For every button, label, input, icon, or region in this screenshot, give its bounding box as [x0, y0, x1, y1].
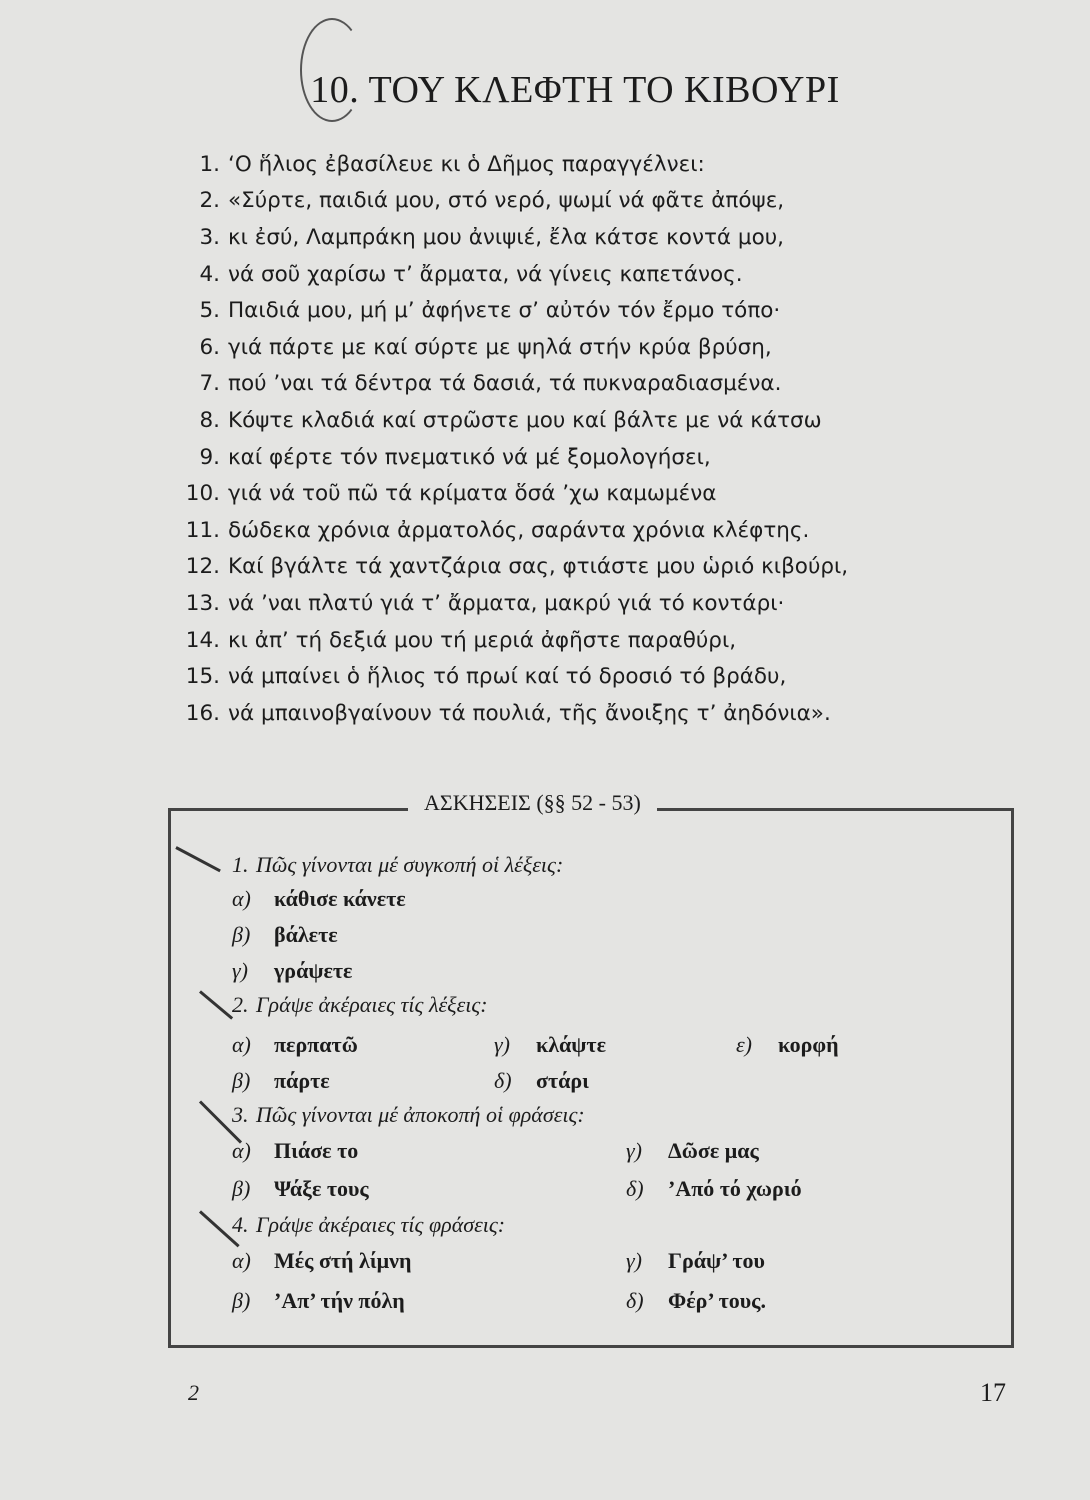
poem-line: [160, 658, 1020, 695]
signature-mark: 2: [188, 1380, 199, 1405]
exercise-item: [494, 1068, 589, 1094]
exercise-item: [232, 1068, 330, 1094]
exercise-item: [626, 1248, 765, 1274]
item-word: Δῶσε μας: [668, 1138, 759, 1163]
item-label: γ): [626, 1248, 642, 1273]
exercise-item: [626, 1138, 759, 1164]
item-label: γ): [626, 1138, 642, 1163]
line-text: δώδεκα χρόνια ἀρματολός, σαράντα χρόνια κλέφτης.: [228, 517, 810, 543]
exercise-prompt: Γράψε ἀκέραιες τίς φράσεις:: [256, 1212, 506, 1237]
exercise-3-title: [232, 1102, 585, 1128]
line-number: 12.: [185, 554, 220, 580]
item-word: ’Από τό χωριό: [668, 1176, 802, 1201]
exercise-item: [232, 958, 352, 984]
line-number: 10.: [185, 481, 220, 507]
page-number: 17: [980, 1378, 1006, 1407]
exercise-prompt: Πῶς γίνονται μέ συγκοπή οἱ λέξεις:: [256, 852, 564, 877]
poem-line: [160, 585, 1020, 622]
exercise-item: [232, 886, 406, 912]
exercise-item: [626, 1288, 766, 1314]
poem-line: [160, 183, 1020, 220]
item-word: πάρτε: [274, 1068, 330, 1093]
exercise-2-title: [232, 992, 488, 1018]
line-text: Κόψτε κλαδιά καί στρῶστε μου καί βάλτε με νά κάτσω: [228, 407, 822, 433]
poem-line: [160, 292, 1020, 329]
item-word: Μές στή λίμνη: [274, 1248, 412, 1273]
poem-line: [160, 475, 1020, 512]
item-label: γ): [232, 958, 248, 983]
exercise-prompt: Πῶς γίνονται μέ ἀποκοπή οἱ φράσεις:: [256, 1102, 585, 1127]
item-word: Γράψ’ του: [668, 1248, 765, 1273]
line-number: 16.: [185, 700, 220, 726]
line-text: καί φέρτε τόν πνεματικό νά μέ ξομολογήσει,: [228, 444, 711, 470]
line-number: 11.: [185, 517, 220, 543]
item-label: δ): [626, 1288, 644, 1313]
line-number: 13.: [185, 590, 220, 616]
item-label: α): [232, 886, 251, 911]
line-text: πού ’ναι τά δέντρα τά δασιά, τά πυκναραδιασμένα.: [228, 371, 782, 397]
line-number: 6.: [199, 334, 220, 360]
line-text: νά ’ναι πλατύ γιά τ’ ἄρματα, μακρύ γιά τό κοντάρι·: [228, 590, 785, 616]
item-word: κάθισε κάνετε: [274, 886, 406, 911]
line-text: ‘Ο ἥλιος ἐβασίλευε κι ὁ Δῆμος παραγγέλνει:: [228, 151, 705, 177]
line-text: κι ἐσύ, Λαμπράκη μου ἀνιψιέ, ἔλα κάτσε κοντά μου,: [228, 224, 785, 250]
item-label: δ): [626, 1176, 644, 1201]
line-text: κι ἀπ’ τή δεξιά μου τή μεριά ἀφῆστε παραθύρι,: [228, 627, 737, 653]
line-number: 15.: [185, 664, 220, 690]
exercise-number: 1.: [232, 852, 249, 877]
exercise-item: [494, 1032, 606, 1058]
item-word: Πιάσε το: [274, 1138, 359, 1163]
poem-line: [160, 622, 1020, 659]
poem-line: [160, 329, 1020, 366]
item-word: Ψάξε τους: [274, 1176, 369, 1201]
exercise-item: [626, 1176, 802, 1202]
item-label: β): [232, 1288, 251, 1313]
exercise-item: [736, 1032, 839, 1058]
exercise-item: [232, 1138, 358, 1164]
poem-line: [160, 366, 1020, 403]
exercise-item: [232, 1288, 405, 1314]
item-word: Φέρ’ τους.: [668, 1288, 766, 1313]
line-text: γιά πάρτε με καί σύρτε με ψηλά στήν κρύα βρύση,: [228, 334, 772, 360]
exercise-item: [232, 1248, 411, 1274]
exercise-number: 2.: [232, 992, 249, 1017]
item-label: γ): [494, 1032, 510, 1057]
line-number: 1.: [199, 151, 220, 177]
item-word: ’Απ’ τήν πόλη: [274, 1288, 405, 1313]
item-label: β): [232, 1068, 251, 1093]
line-text: νά μπαινοβγαίνουν τά πουλιά, τῆς ἄνοιξης τ’ ἀηδόνια».: [228, 700, 831, 726]
page-title: 10. ΤΟΥ ΚΛΕΦΤΗ ΤΟ ΚΙΒΟΥΡΙ: [310, 69, 840, 111]
poem-line: [160, 439, 1020, 476]
exercises-heading: ΑΣΚΗΣΕΙΣ (§§ 52 - 53): [408, 790, 657, 816]
poem-line: [160, 549, 1020, 586]
item-label: β): [232, 1176, 251, 1201]
item-label: ε): [736, 1032, 752, 1057]
item-word: κορφή: [778, 1032, 839, 1057]
item-word: γράψετε: [274, 958, 353, 983]
line-text: «Σύρτε, παιδιά μου, στό νερό, ψωμί νά φᾶτε ἀπόψε,: [228, 188, 785, 214]
exercise-4-title: [232, 1212, 505, 1238]
line-number: 8.: [199, 407, 220, 433]
exercise-item: [232, 1032, 358, 1058]
poem-line: [160, 512, 1020, 549]
line-text: Καί βγάλτε τά χαντζάρια σας, φτιάστε μου ὡριό κιβούρι,: [228, 554, 849, 580]
exercise-prompt: Γράψε ἀκέραιες τίς λέξεις:: [256, 992, 488, 1017]
item-word: στάρι: [536, 1068, 589, 1093]
exercise-number: 3.: [232, 1102, 249, 1127]
item-word: κλάψτε: [536, 1032, 606, 1057]
item-label: α): [232, 1138, 251, 1163]
poem-line: [160, 402, 1020, 439]
line-text: νά σοῦ χαρίσω τ’ ἄρματα, νά γίνεις καπετάνος.: [228, 261, 743, 287]
line-number: 9.: [199, 444, 220, 470]
poem-line: [160, 146, 1020, 183]
exercise-number: 4.: [232, 1212, 249, 1237]
item-word: βάλετε: [274, 922, 338, 947]
item-label: β): [232, 922, 251, 947]
line-number: 14.: [185, 627, 220, 653]
exercise-item: [232, 1176, 369, 1202]
exercise-item: [232, 922, 338, 948]
poem-line: [160, 695, 1020, 732]
line-number: 3.: [199, 224, 220, 250]
exercise-1-title: [232, 852, 563, 878]
line-number: 4.: [199, 261, 220, 287]
line-number: 2.: [199, 188, 220, 214]
line-text: γιά νά τοῦ πῶ τά κρίματα ὅσά ’χω καμωμένα: [228, 481, 717, 507]
poem-line: [160, 256, 1020, 293]
poem-line: [160, 219, 1020, 256]
item-word: περπατῶ: [274, 1032, 358, 1057]
item-label: α): [232, 1032, 251, 1057]
item-label: δ): [494, 1068, 512, 1093]
poem: [160, 146, 1020, 732]
line-text: Παιδιά μου, μή μ’ ἀφήνετε σ’ αὐτόν τόν ἔρμο τόπο·: [228, 298, 781, 324]
line-number: 7.: [199, 371, 220, 397]
item-label: α): [232, 1248, 251, 1273]
line-text: νά μπαίνει ὁ ἥλιος τό πρωί καί τό δροσιό τό βράδυ,: [228, 664, 787, 690]
line-number: 5.: [199, 298, 220, 324]
